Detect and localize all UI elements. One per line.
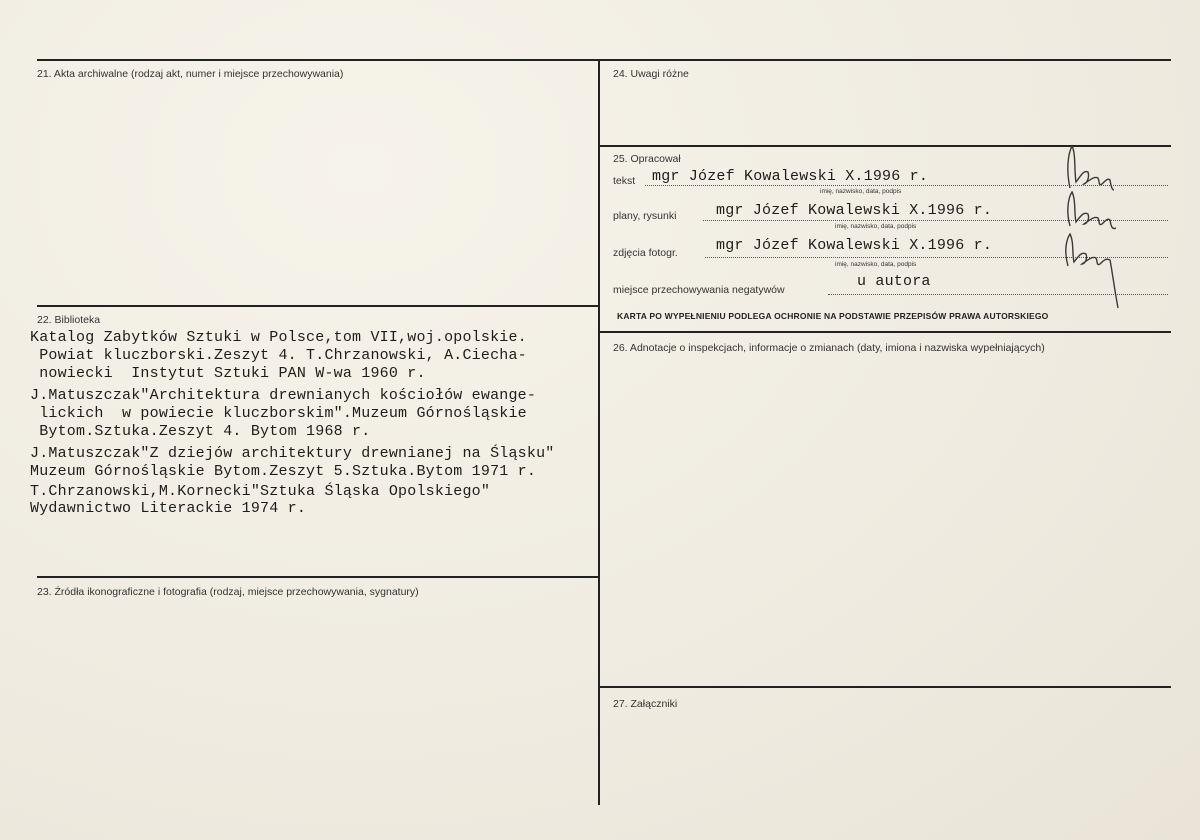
bibliography-line: Katalog Zabytków Sztuki w Polsce,tom VII,woj.opolskie. [30, 329, 527, 346]
section-21-label: 21. Akta archiwalne (rodzaj akt, numer i miejsce przechowywania) [37, 68, 344, 80]
plany-label: plany, rysunki [613, 210, 677, 222]
bibliography-line: Powiat kluczborski.Zeszyt 4. T.Chrzanowski, A.Ciecha- [30, 347, 527, 364]
copyright-notice: KARTA PO WYPEŁNIENIU PODLEGA OCHRONIE NA PODSTAWIE PRZEPISÓW PRAWA AUTORSKIEGO [617, 311, 1049, 321]
tekst-value: mgr Józef Kowalewski X.1996 r. [652, 168, 929, 185]
rule-25-26 [599, 331, 1171, 333]
zdjecia-label: zdjęcia fotogr. [613, 247, 678, 259]
negatywy-value: u autora [857, 273, 931, 290]
zdjecia-value: mgr Józef Kowalewski X.1996 r. [716, 237, 993, 254]
tekst-label: tekst [613, 175, 636, 187]
center-divider [598, 59, 600, 805]
rule-26-27 [599, 686, 1171, 688]
tekst-hint: imię, nazwisko, data, podpis [820, 188, 902, 195]
rule-22-23 [37, 576, 599, 578]
plany-value: mgr Józef Kowalewski X.1996 r. [716, 202, 993, 219]
top-rule [37, 59, 1171, 61]
plany-hint: imię, nazwisko, data, podpis [835, 223, 917, 230]
negatywy-label: miejsce przechowywania negatywów [613, 284, 785, 296]
section-25-label: 25. Opracował [613, 153, 681, 165]
section-27-label: 27. Załączniki [613, 698, 678, 710]
bibliography-line: Muzeum Górnośląskie Bytom.Zeszyt 5.Sztuka.Bytom 1971 r. [30, 463, 537, 480]
bibliography-line: Wydawnictwo Literackie 1974 r. [30, 500, 307, 517]
section-23-label: 23. Źródła ikonograficzne i fotografia (rodzaj, miejsce przechowywania, sygnatury) [37, 586, 419, 598]
section-22-label: 22. Biblioteka [37, 314, 101, 326]
signature-3 [1054, 226, 1134, 311]
section-24-label: 24. Uwagi różne [613, 68, 689, 80]
bibliography-line: lickich w powiecie kluczborskim".Muzeum Górnośląskie [30, 405, 527, 422]
bibliography-line: nowiecki Instytut Sztuki PAN W-wa 1960 r. [30, 365, 426, 382]
zdjecia-hint: imię, nazwisko, data, podpis [835, 261, 917, 268]
section-26-label: 26. Adnotacje o inspekcjach, informacje o zmianach (daty, imiona i nazwiska wypełniających) [613, 342, 1045, 354]
bibliography-line: Bytom.Sztuka.Zeszyt 4. Bytom 1968 r. [30, 423, 371, 440]
bibliography-line: J.Matuszczak"Architektura drewnianych kościołów ewange- [30, 387, 537, 404]
bibliography-line: J.Matuszczak"Z dziejów architektury drewnianej na Śląsku" [30, 445, 555, 462]
rule-21-22 [37, 305, 599, 307]
bibliography-line: T.Chrzanowski,M.Kornecki"Sztuka Śląska Opolskiego" [30, 483, 491, 500]
